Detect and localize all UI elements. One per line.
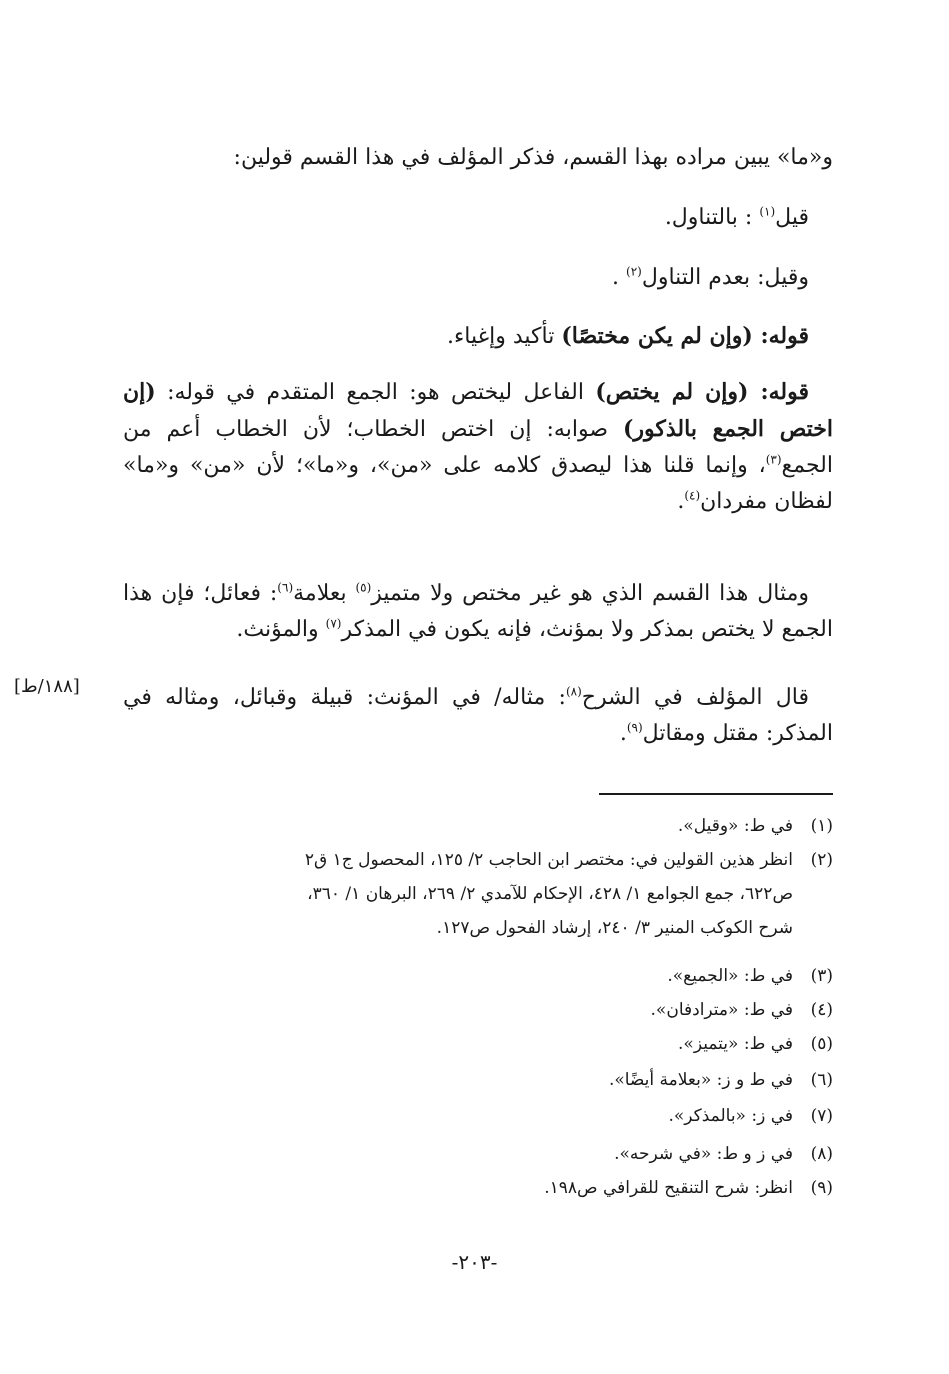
text-line-4-rest: تأكيد وإغياء. — [446, 324, 562, 349]
para5-mid-2: صوابه: إن اختص الخطاب؛ لأن الخطاب أعم من الجمع — [123, 417, 833, 478]
footnote-ref-4: (٤) — [684, 488, 701, 503]
para5-bold-1: (وإن لم يختص) — [595, 379, 749, 405]
footnote-ref-3: (٣) — [765, 452, 782, 467]
footnote-3 — [113, 962, 833, 991]
footnote-ref-5: (٥) — [355, 580, 372, 595]
text-line-4 — [94, 318, 809, 355]
footnote-number: (٦) — [810, 1070, 833, 1090]
footnote-text: في ز: «بالمذكر». — [668, 1106, 793, 1126]
footnote-number: (٣) — [810, 966, 833, 986]
text-line-2-a: قيل — [775, 205, 809, 230]
text-line-1-content: و«ما» يبين مراده بهذا القسم، فذكر المؤلف في هذا القسم قولين: — [233, 145, 833, 170]
footnote-4 — [113, 996, 833, 1025]
footnote-ref-2: (٢) — [626, 264, 642, 279]
footnote-text: ص٦٢٢، جمع الجوامع ١/ ٤٢٨، الإحكام للآمدي ٢/ ٢٦٩، البرهان ١/ ٣٦٠، — [307, 884, 793, 904]
text-line-3-b: . — [612, 265, 620, 290]
para6-b: بعلامة — [293, 581, 356, 606]
footnote-text: في ط: «وقيل». — [677, 816, 793, 836]
footnote-text: في ط و ز: «بعلامة أيضًا». — [608, 1070, 793, 1090]
para6-c: : فعائل؛ فإن هذا الجمع لا يختص بمذكر ولا بمؤنث، فإنه يكون في المذكر — [123, 581, 833, 642]
footnote-ref-1: (١) — [759, 204, 776, 219]
text-line-4-lead: قوله: — [752, 323, 809, 349]
para5-bold-2: (إن اختص الجمع بالذكور) — [123, 379, 833, 442]
footnote-ref-8: (٨) — [565, 684, 582, 699]
para5-mid-3: ، وإنما قلنا هذا ليصدق كلامه على «من»، و«ما»؛ لأن «من» و«ما» لفظان مفردان — [123, 453, 833, 514]
footnote-5 — [113, 1030, 833, 1059]
footnote-number: (٤) — [810, 1000, 833, 1020]
footnote-number: (٥) — [810, 1034, 833, 1054]
text-line-3-a: وقيل: بعدم التناول — [641, 265, 809, 290]
footnote-text: في ط: «مترادفان». — [650, 1000, 793, 1020]
footnote-separator — [599, 793, 833, 795]
footnote-2-continuation-1 — [113, 880, 833, 909]
para7-c: . — [619, 721, 627, 746]
paragraph-5 — [123, 374, 833, 520]
footnote-ref-6: (٦) — [277, 580, 294, 595]
para7-b: : مثاله/ في المؤنث: قبيلة وقبائل، ومثاله في المذكر: مقتل ومقاتل — [123, 685, 833, 746]
para5-end: . — [677, 489, 685, 514]
text-line-4-bold: (وإن لم يكن مختصًا) — [561, 323, 753, 349]
footnote-6 — [113, 1066, 833, 1095]
footnote-text: شرح الكوكب المنير ٣/ ٢٤٠، إرشاد الفحول ص١٢٧. — [436, 918, 793, 938]
page-number: -٢٠٣- — [451, 1250, 498, 1274]
footnote-ref-7: (٧) — [325, 616, 342, 631]
footnote-number: (٢) — [810, 850, 833, 870]
footnote-number: (٩) — [810, 1178, 833, 1198]
footnote-9 — [113, 1174, 833, 1203]
para6-a: ومثال هذا القسم الذي هو غير مختص ولا متميز — [371, 581, 810, 606]
paragraph-6 — [123, 576, 833, 648]
footnote-ref-9: (٩) — [626, 720, 643, 735]
footnote-text: في ز و ط: «في شرحه». — [614, 1144, 793, 1164]
footnote-number: (٨) — [810, 1144, 833, 1164]
para6-d: والمؤنث. — [236, 617, 326, 642]
paragraph-7 — [123, 680, 833, 752]
footnote-2 — [113, 846, 833, 875]
footnote-text: انظر: شرح التنقيح للقرافي ص١٩٨. — [544, 1178, 793, 1198]
footnote-number: (٧) — [810, 1106, 833, 1126]
footnote-2-continuation-2 — [113, 914, 833, 943]
text-line-1 — [118, 140, 833, 176]
text-line-2-b: : بالتناول. — [664, 205, 753, 230]
footnote-text: انظر هذين القولين في: مختصر ابن الحاجب ٢/ ١٢٥، المحصول ج١ ق٢ — [304, 850, 793, 870]
footnote-8 — [113, 1140, 833, 1169]
footnote-7 — [113, 1102, 833, 1131]
para5-mid-1: الفاعل ليختص هو: الجمع المتقدم في قوله: — [155, 380, 596, 405]
footnote-number: (١) — [810, 816, 833, 836]
footnote-text: في ط: «الجميع». — [667, 966, 793, 986]
footnote-1 — [113, 812, 833, 841]
text-line-2 — [94, 200, 809, 236]
text-line-3 — [94, 260, 809, 296]
para5-lead: قوله: — [748, 379, 809, 405]
footnote-text: في ط: «يتميز». — [678, 1034, 793, 1054]
margin-page-reference: [١٨٨/ط] — [14, 676, 80, 697]
para7-a: قال المؤلف في الشرح — [581, 685, 809, 710]
